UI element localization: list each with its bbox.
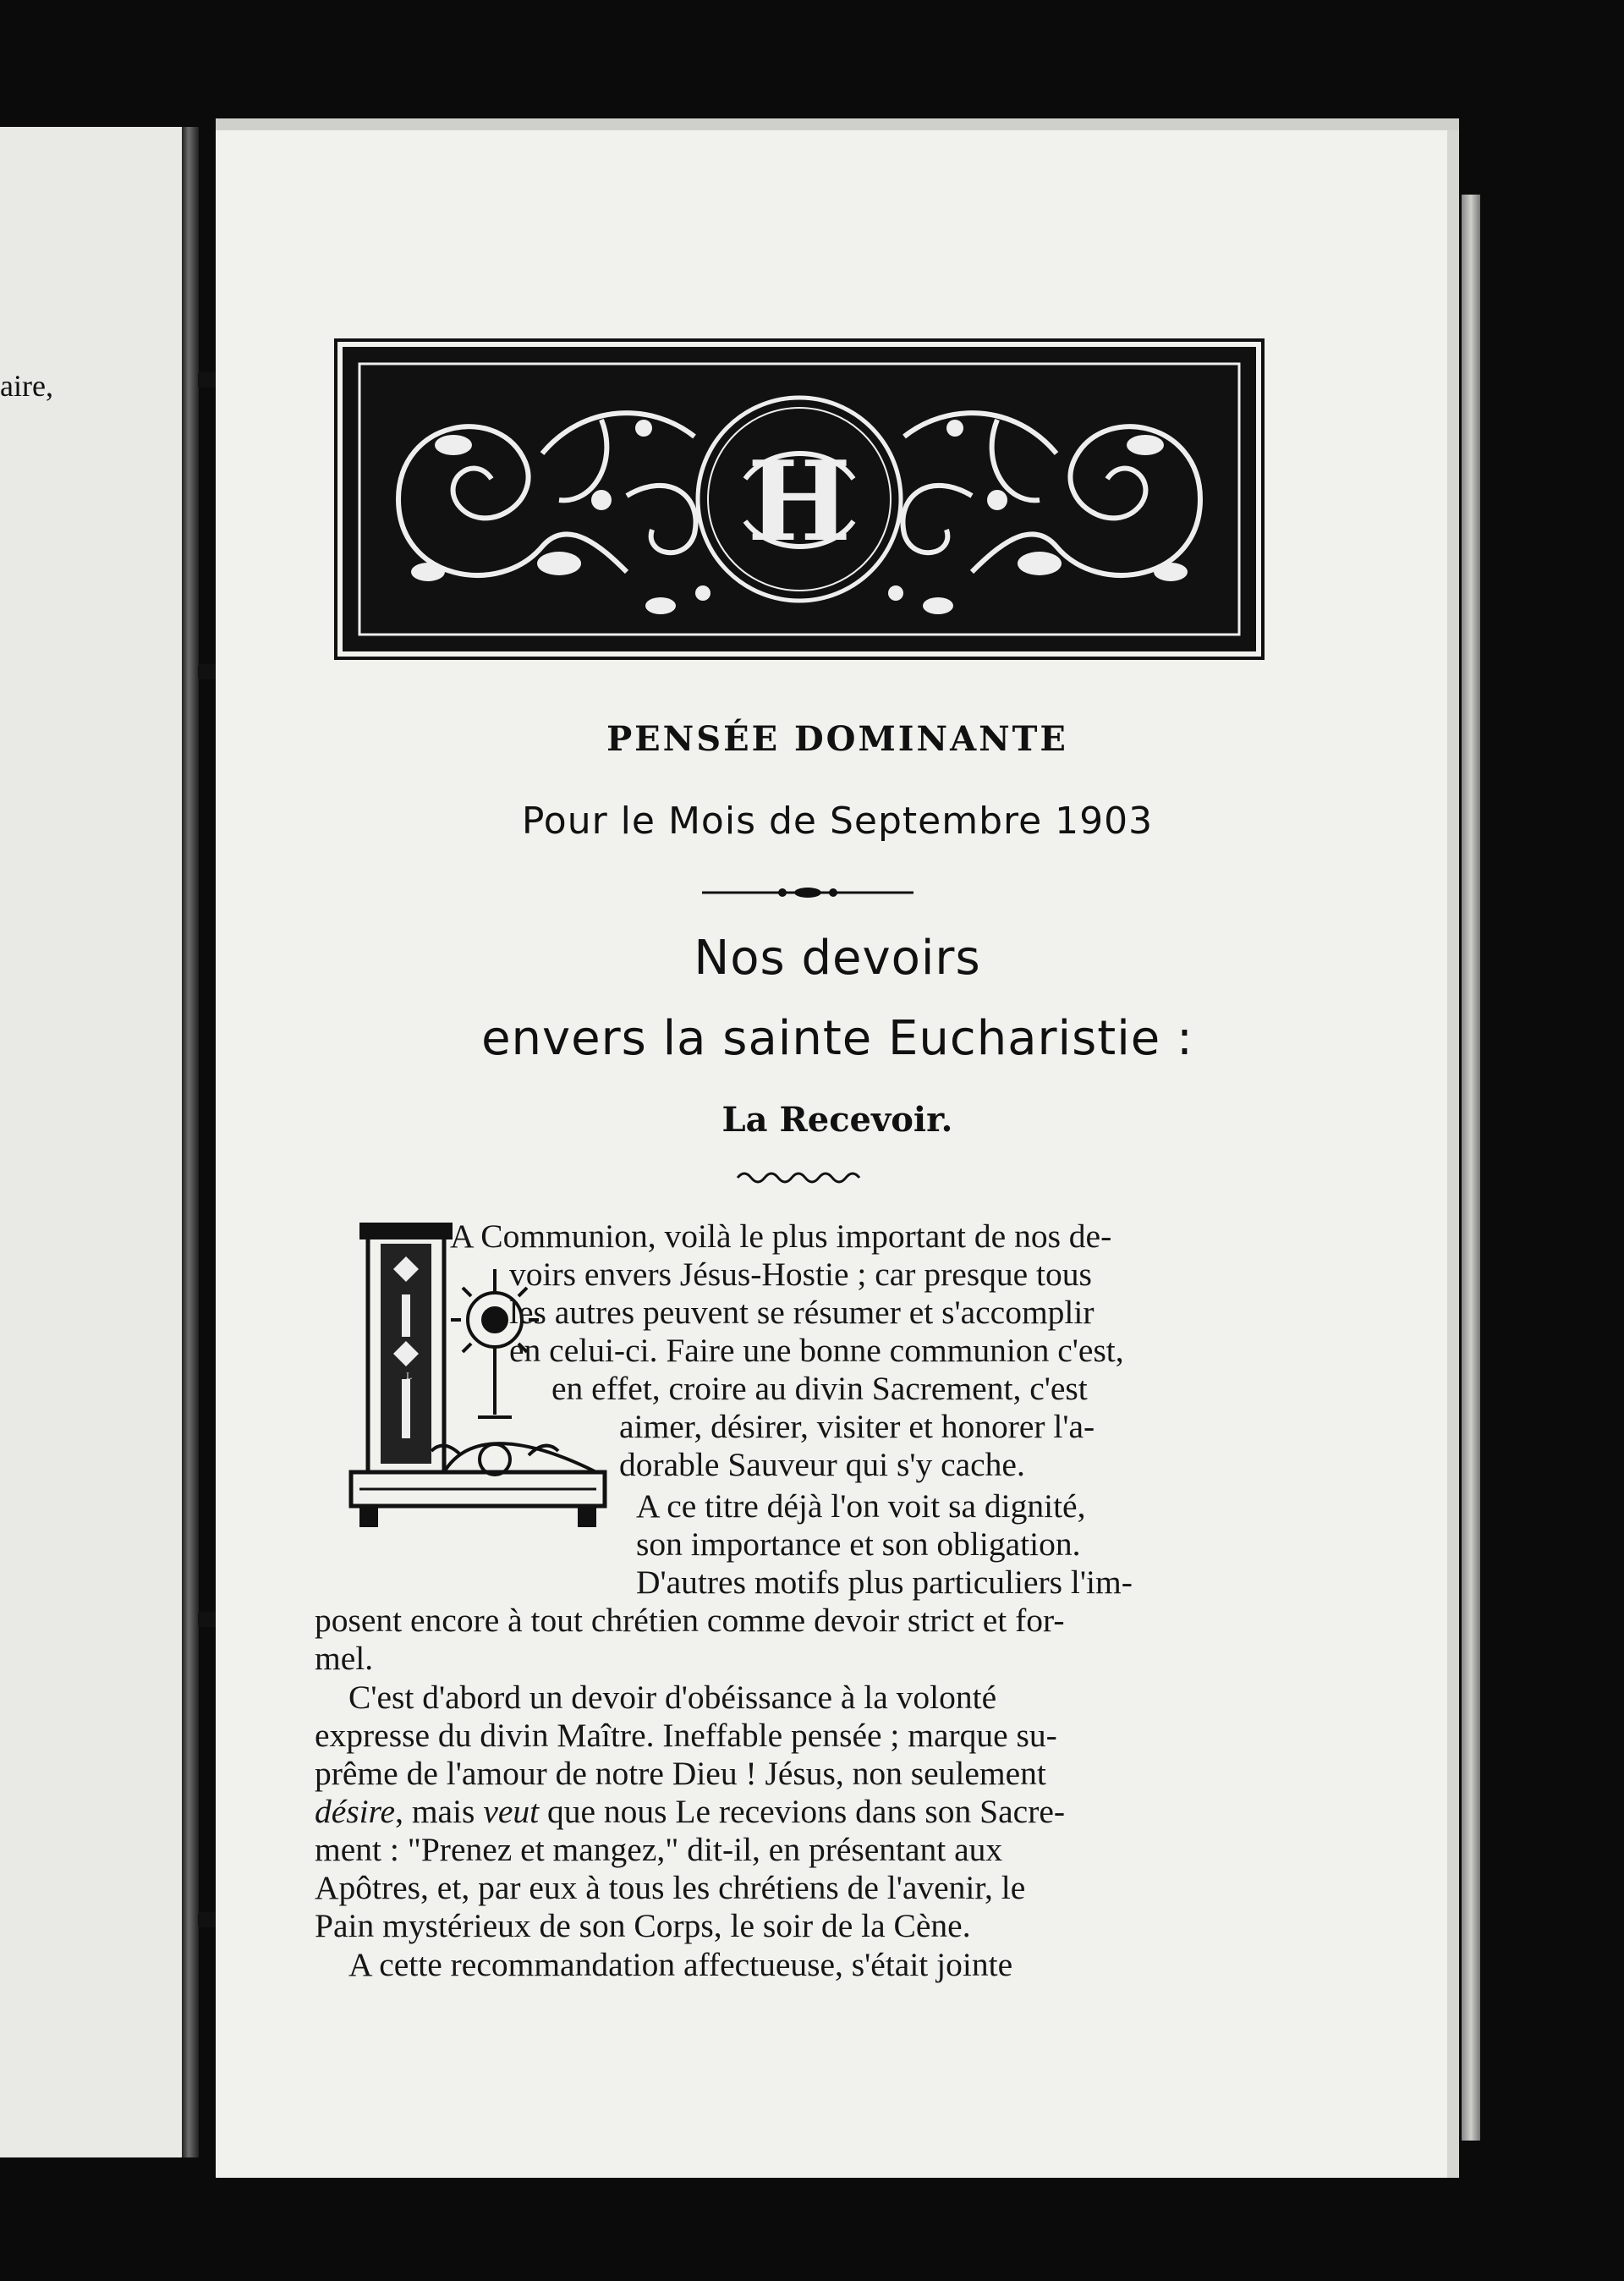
text-fragment: que nous Le recevions dans son Sacre- [539, 1793, 1066, 1830]
text-line: prême de l'amour de notre Dieu ! Jésus, non seulement [315, 1755, 1046, 1792]
article-subtitle: La Recevoir. [721, 1100, 953, 1140]
text-line: A cette recommandation affectueuse, s'était jointe [348, 1946, 1013, 1983]
text-line: D'autres motifs plus particuliers l'im- [636, 1564, 1133, 1601]
text-line: dorable Sauveur qui s'y cache. [619, 1446, 1025, 1483]
left-page-fragment: aire, [0, 369, 53, 403]
text-line: voirs envers Jésus-Hostie ; car presque tous [509, 1256, 1092, 1293]
page-edge [1462, 195, 1480, 2141]
emphasis-word: désire [315, 1793, 396, 1830]
dropcap-letter: L [406, 1372, 412, 1382]
text-line: en celui-ci. Faire une bonne communion c'est, [509, 1332, 1124, 1369]
floral-ornament-icon [348, 352, 1251, 646]
divider-ornament-icon [702, 884, 914, 901]
text-line: en effet, croire au divin Sacrement, c'est [551, 1370, 1088, 1407]
text-line: C'est d'abord un devoir d'obéissance à la volonté [348, 1679, 997, 1716]
text-line: son importance et son obligation. [636, 1525, 1081, 1563]
text-line: Apôtres, et, par eux à tous les chrétiens de l'avenir, le [315, 1869, 1026, 1906]
text-line [315, 1793, 1065, 1830]
text-fragment: , mais [395, 1793, 484, 1830]
text-line: posent encore à tout chrétien comme devoir strict et for- [315, 1602, 1065, 1639]
text-line: A ce titre déjà l'on voit sa dignité, [636, 1487, 1086, 1525]
text-line: Pain mystérieux de son Corps, le soir de la Cène. [315, 1907, 971, 1944]
emphasis-word: veut [483, 1793, 540, 1830]
page-heading: PENSÉE DOMINANTE [606, 719, 1068, 759]
text-line: expresse du divin Maître. Ineffable pensée ; marque su- [315, 1717, 1057, 1754]
left-page [0, 127, 190, 2157]
article-title-line-2: envers la sainte Eucharistie : [481, 1011, 1193, 1066]
text-line: mel. [315, 1640, 374, 1677]
ornamental-banner [343, 347, 1256, 651]
month-heading: Pour le Mois de Septembre 1903 [521, 800, 1154, 843]
text-line: ment : "Prenez et mangez," dit-il, en présentant aux [315, 1831, 1003, 1868]
text-line: les autres peuvent se résumer et s'accomplir [509, 1294, 1095, 1331]
svg-text:H: H [747, 437, 852, 566]
article-title-line-1: Nos devoirs [694, 931, 981, 986]
book-gutter [182, 127, 199, 2157]
wavy-divider-icon [736, 1168, 863, 1184]
text-line: A Communion, voilà le plus important de nos de- [450, 1217, 1112, 1255]
text-line: aimer, désirer, visiter et honorer l'a- [619, 1408, 1095, 1445]
